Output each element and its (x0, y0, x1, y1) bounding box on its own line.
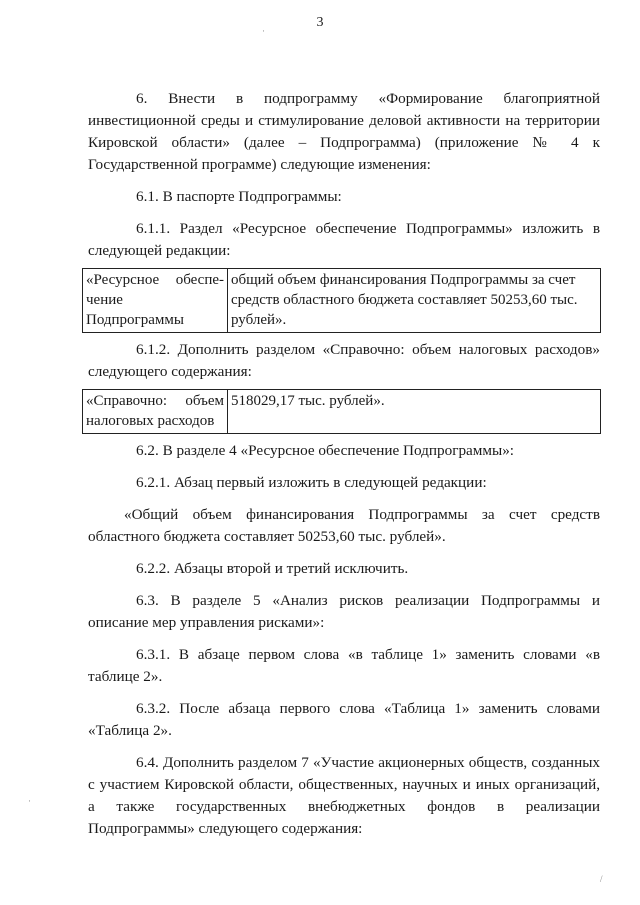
paragraph-6-3-2: 6.3.2. После абзаца первого слова «Таблица 1» заменить словами «Таблица 2». (88, 700, 600, 739)
document-body (88, 88, 600, 840)
paragraph-6-3: 6.3. В разделе 5 «Анализ рисков реализации Подпрограммы и описание мер управления рисками»: (88, 592, 600, 631)
paragraph-6: 6. Внести в подпрограмму «Формирование благоприятной инвестиционной среды и стимулирование деловой активности на территории Кировской области» (далее – Подпрограмма) (приложение № 4 к Государственной программе) следующие изменения: (88, 90, 600, 173)
table-row (83, 390, 601, 434)
paragraph-6-2: 6.2. В разделе 4 «Ресурсное обеспечение Подпрограммы»: (136, 442, 515, 459)
resources-label-line2: чение Подпрограммы (86, 292, 184, 328)
tax-label-line2: налоговых расходов (86, 413, 215, 429)
resources-label-line1: «Ресурсное обеспе- (86, 272, 224, 288)
resources-value-cell: общий объем финансирования Подпрограммы за счет средств областного бюджета составляет 50253,60 тыс. рублей». (228, 269, 601, 333)
paragraph-6-1-2: 6.1.2. Дополнить разделом «Справочно: объем налоговых расходов» следующего содержания: (88, 341, 600, 380)
scan-speck: / (600, 874, 603, 884)
tax-label-line1: «Справочно: объем (86, 393, 224, 409)
paragraph-6-2-1-text: «Общий объем финансирования Подпрограммы за счет средств областного бюджета составляет 50253,60 тыс. рублей». (88, 506, 600, 545)
scan-speck: · (262, 26, 265, 36)
paragraph-6-2-2: 6.2.2. Абзацы второй и третий исключить. (136, 560, 409, 577)
tax-expenses-table (82, 389, 601, 434)
paragraph-6-4: 6.4. Дополнить разделом 7 «Участие акционерных обществ, созданных с участием Кировской области, общественных, научных и иных организаций, а также государственных внебюджетных фондов в реализации Подпрограммы» следующего содержания: (88, 754, 600, 837)
paragraph-6-3-1: 6.3.1. В абзаце первом слова «в таблице 1» заменить словами «в таблице 2». (88, 646, 600, 685)
resources-label-cell (83, 269, 228, 333)
table-row (83, 269, 601, 333)
paragraph-6-2-1: 6.2.1. Абзац первый изложить в следующей редакции: (136, 474, 487, 491)
page-number: 3 (316, 15, 324, 30)
scan-speck: · (28, 796, 31, 806)
resources-table (82, 268, 601, 333)
paragraph-6-1-1: 6.1.1. Раздел «Ресурсное обеспечение Подпрограммы» изложить в следующей редакции: (88, 220, 600, 259)
paragraph-6-1: 6.1. В паспорте Подпрограммы: (136, 188, 342, 205)
tax-value-cell: 518029,17 тыс. рублей». (228, 390, 601, 434)
tax-label-cell (83, 390, 228, 434)
